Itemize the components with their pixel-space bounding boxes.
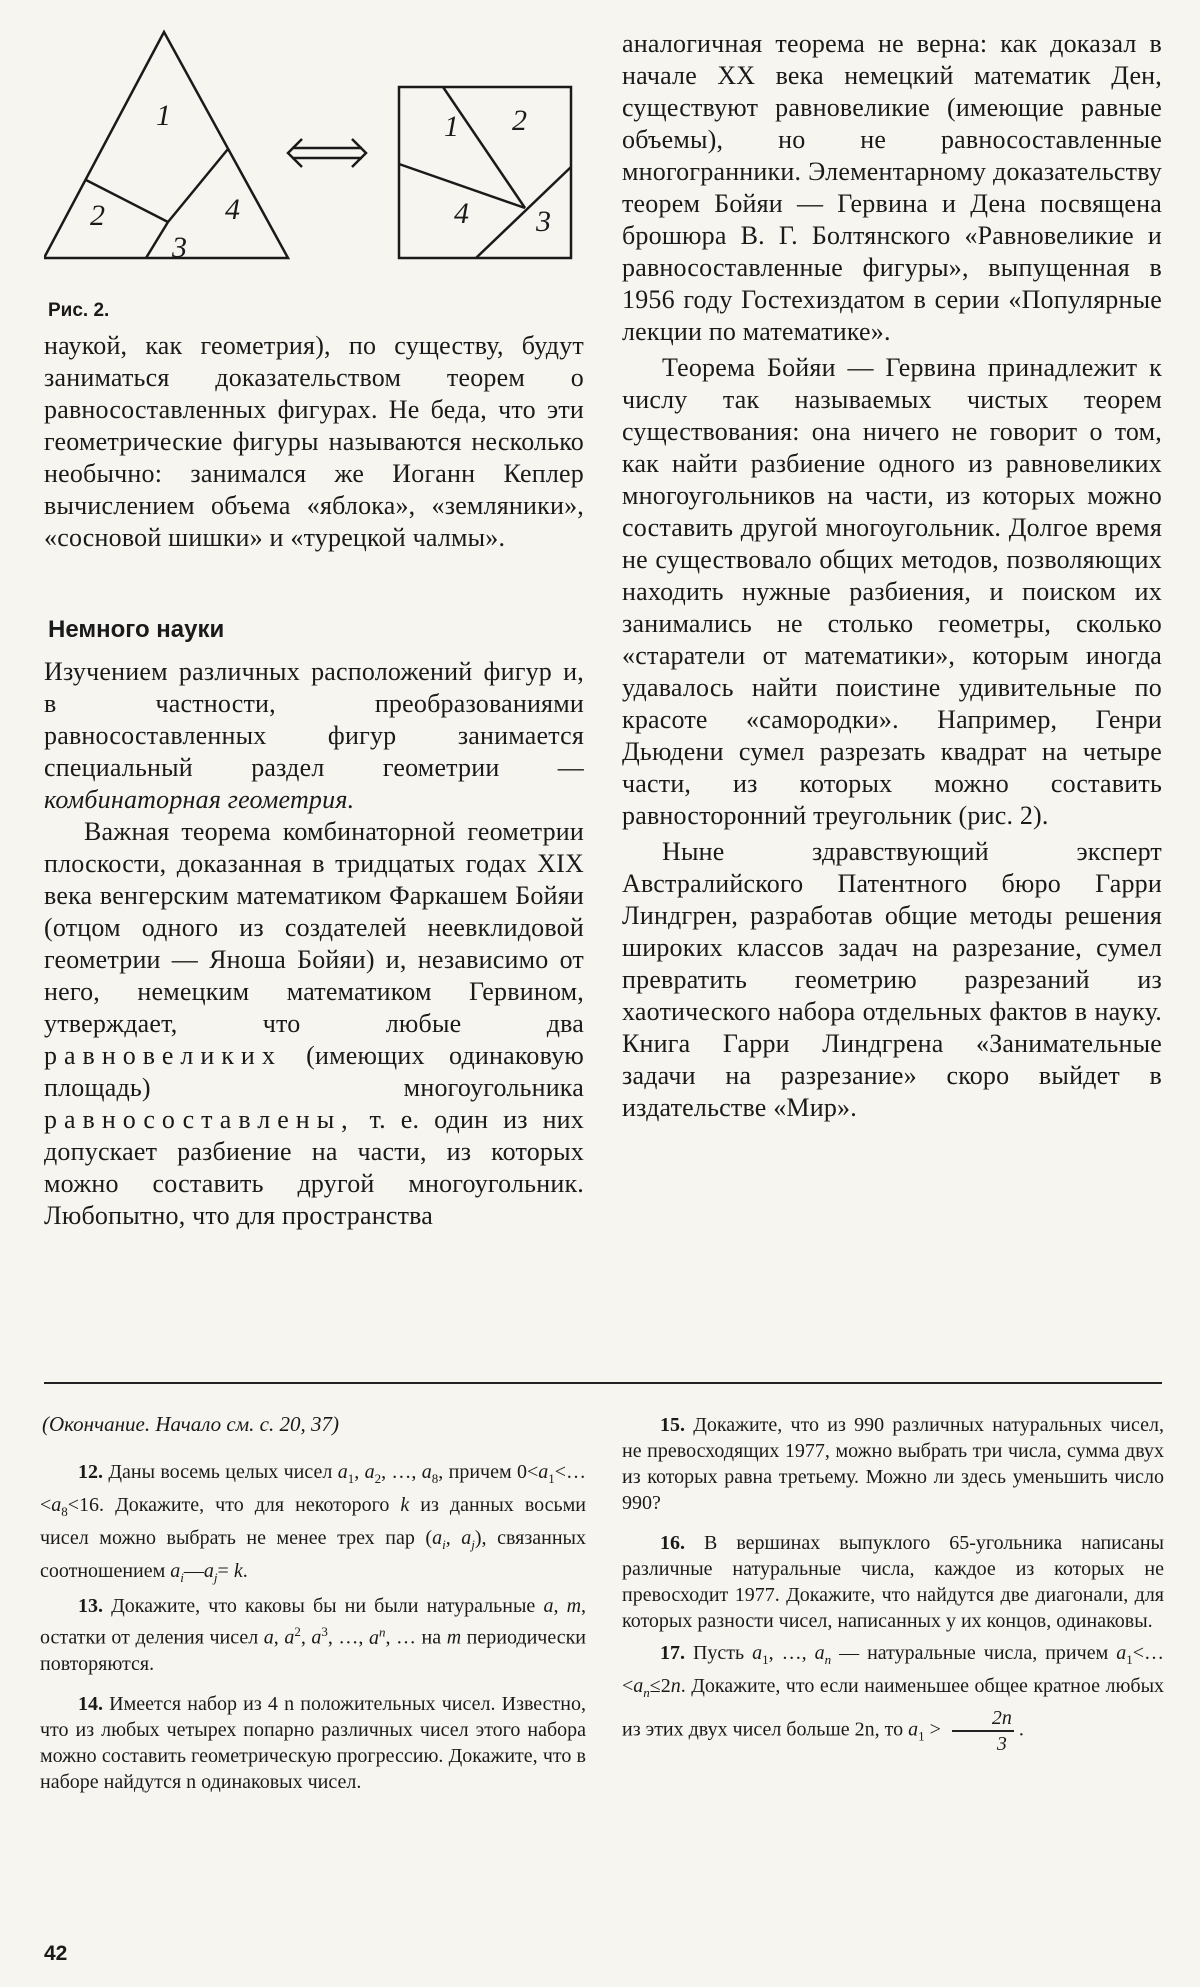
left-column-top <box>44 24 584 1232</box>
text-run: , связанных соотношением <box>40 1527 586 1582</box>
fraction <box>952 1706 1014 1756</box>
text-run: из данных восьми чисел можно выбрать не менее трех пар <box>40 1494 586 1549</box>
text-run: , причем 0< <box>438 1461 539 1483</box>
problem-number: 12. <box>78 1461 103 1483</box>
text-run: Докажите, что для некоторого <box>104 1494 401 1516</box>
problems-left <box>40 1412 586 1795</box>
square-label-4: 4 <box>454 197 469 230</box>
text-run: Даны восемь целых чисел <box>103 1461 338 1483</box>
text-run: т. е. один из них допускает разбиение на части, из которых можно составить другой многоугольник. Любопытно, что для пространства <box>44 1105 584 1230</box>
text-run: Докажите, что из 990 различных натуральных чисел, не превосходящих 1977, можно выбрать три числа, сумма двух из которых равна третьему. Можно ли здесь уменьшить число 990? <box>622 1414 1164 1514</box>
problem-number: 13. <box>78 1595 103 1617</box>
paragraph-existence: Теорема Бойяи — Гервина принадлежит к числу так называемых чистых теорем существования: она ничего не говорит о том, как найти разбиение одного из равновеликих многоугольников на части, из которых можно составить другой многоугольник. Долгое время не существовало общих методов, позволяющих находить нужные разбиения, и поиском их занимались не столько геометры, сколько «старатели от математики», которым иногда удавалось найти поистине удивительные по красоте «самородки». Например, Генри Дьюдени сумел разрезать квадрат на четыре части, из которых можно составить равносторонний треугольник (рис. 2). <box>622 353 1162 830</box>
problem-14 <box>40 1691 586 1795</box>
paragraph-intro-end: наукой, как геометрия), по существу, будут заниматься доказательством теорем о равносоставленных фигурах. Не беда, что эти геометрические фигуры называются несколько необычно: занимался же Иоганн Кеплер вычислением объема «яблока», «земляники», «сосновой шишки» и «турецкой чалмы». <box>44 331 584 552</box>
problem-number: 17. <box>660 1642 685 1664</box>
problem-number: 14. <box>78 1692 103 1715</box>
text-run: — натуральные числа, причем <box>831 1642 1117 1664</box>
problem-15 <box>622 1412 1164 1516</box>
triangle-square-dissection <box>44 24 584 294</box>
section-heading: Немного науки <box>48 616 225 643</box>
problem-12: 12. Даны восемь целых чисел $a_1$, $a_2$, …, $a_8$, причем $0<a_1<\dots<a_8<16$. Докажите, что для некоторого k из данных восьми чисел можно выбрать не менее трех пар ($a_i$, $a_j$), связанных соотношением $a_i—a_j= k$. <box>40 1461 587 1585</box>
paragraph-theorem <box>44 816 584 1232</box>
text-run: В вершинах выпуклого 65-угольника написаны различные натуральные числа, каждое из которых не превосходит 1977. Докажите, что найдутся две диагонали, для которых разности чисел, написанных у их концов, одинаковы. <box>622 1532 1164 1632</box>
text-run: Докажите, что каковы бы ни были натуральные <box>103 1595 544 1617</box>
continuation-note: (Окончание. Начало см. с. 20, 37) <box>42 1412 339 1436</box>
triangle-cut-2 <box>168 149 228 222</box>
triangle-label-3: 3 <box>172 231 187 264</box>
problem-number: 16. <box>660 1532 685 1554</box>
double-arrow-icon <box>288 139 366 167</box>
text-run: (имеющих одинаковую площадь) многоугольника <box>44 1041 584 1102</box>
right-column-top <box>622 28 1162 1124</box>
text-run: Важная теорема комбинаторной геометрии плоскости, доказанная в тридцатых годах XIX века венгерским математиком Фаркашем Бойяи (отцом одного из создателей неевклидовой геометрии — Яноша Бойяи) и, независимо от него, немецким математиком Гервином, утверждает, что любые два <box>44 817 584 1038</box>
figure-2 <box>44 24 584 334</box>
figure-caption: Рис. 2. <box>48 300 110 321</box>
square-cut-3 <box>476 167 571 258</box>
fraction-numerator: 2n <box>952 1706 1014 1732</box>
triangle-label-1: 1 <box>156 99 171 132</box>
paragraph-lindgren: Ныне здравствующий эксперт Австралийского Патентного бюро Гарри Линдгрен, разработав общие методы решения широких классов задач на разрезание, сумел превратить геометрию разрезаний из хаотического набора отдельных фактов в науку. Книга Гарри Линдгрена «Занимательные задачи на разрезание» скоро выйдет в издательстве «Мир». <box>622 837 1162 1122</box>
paragraph-dehn: аналогичная теорема не верна: как доказал в начале XX века немецкий математик Ден, существуют равновеликие (имеющие равные объемы), но не равносоставленные многогранники. Элементарному доказательству теорем Бойяи — Гервина и Дена посвящена брошюра В. Г. Болтянского «Равновеликие и равносоставленные фигуры», выпущенная в 1956 году Гостехиздатом в серии «Популярные лекции по математике». <box>622 29 1162 346</box>
page-number: 42 <box>44 1942 68 1965</box>
problem-16 <box>622 1530 1164 1634</box>
text-run: на <box>416 1626 447 1649</box>
triangle-label-2: 2 <box>90 199 105 232</box>
spaced-term-equal-area: равновеликих <box>44 1041 282 1070</box>
spaced-term-equidecomposable: равносоставлены, <box>44 1105 355 1134</box>
square-label-1: 1 <box>444 110 459 143</box>
emphasis-term: комбинаторная геометрия. <box>44 785 355 814</box>
text-run: Изучением различных расположений фигур и, в частности, преобразованиями равносоставленных фигур занимается специальный раздел геометрии — <box>44 657 584 782</box>
divider-rule <box>44 1382 1162 1384</box>
fraction-denominator: 3 <box>996 1733 1007 1755</box>
text-run: Докажите, что если наименьшее общее кратное любых из этих двух чисел больше 2n, то <box>622 1675 1164 1741</box>
paragraph-combinatorial <box>44 656 584 816</box>
text-run: периодически повторяются. <box>40 1626 586 1675</box>
triangle-label-4: 4 <box>225 193 240 226</box>
square-label-3: 3 <box>536 205 551 238</box>
square-label-2: 2 <box>512 104 527 137</box>
text-run: Имеется набор из 4 n положительных чисел. Известно, что из любых четырех попарно различных чисел этого набора можно составить геометрическую прогрессию. Докажите, что в наборе найдутся n одинаковых чисел. <box>40 1692 586 1793</box>
text-run: , остатки от деления чисел <box>40 1595 587 1649</box>
text-run: Пусть <box>685 1642 753 1664</box>
problem-13: 13. Докажите, что каковы бы ни были натуральные a, m, остатки от деления чисел a, $a^2$, $a^3$, …, $a^n$, … на m периодически повторяются. <box>40 1595 587 1675</box>
triangle-cut-3 <box>146 222 168 258</box>
problem-17: 17. Пусть $a_1$, …, $a_n$ — натуральные числа, причем $a_1<\dots<a_n\le 2n$. Докажите, что если наименьшее общее кратное любых из этих двух чисел больше 2n, то $a_1$ > $\frac{2n}{3}$ . <box>622 1642 1164 1755</box>
problems-right <box>622 1412 1164 1756</box>
problem-number: 15. <box>660 1414 685 1436</box>
